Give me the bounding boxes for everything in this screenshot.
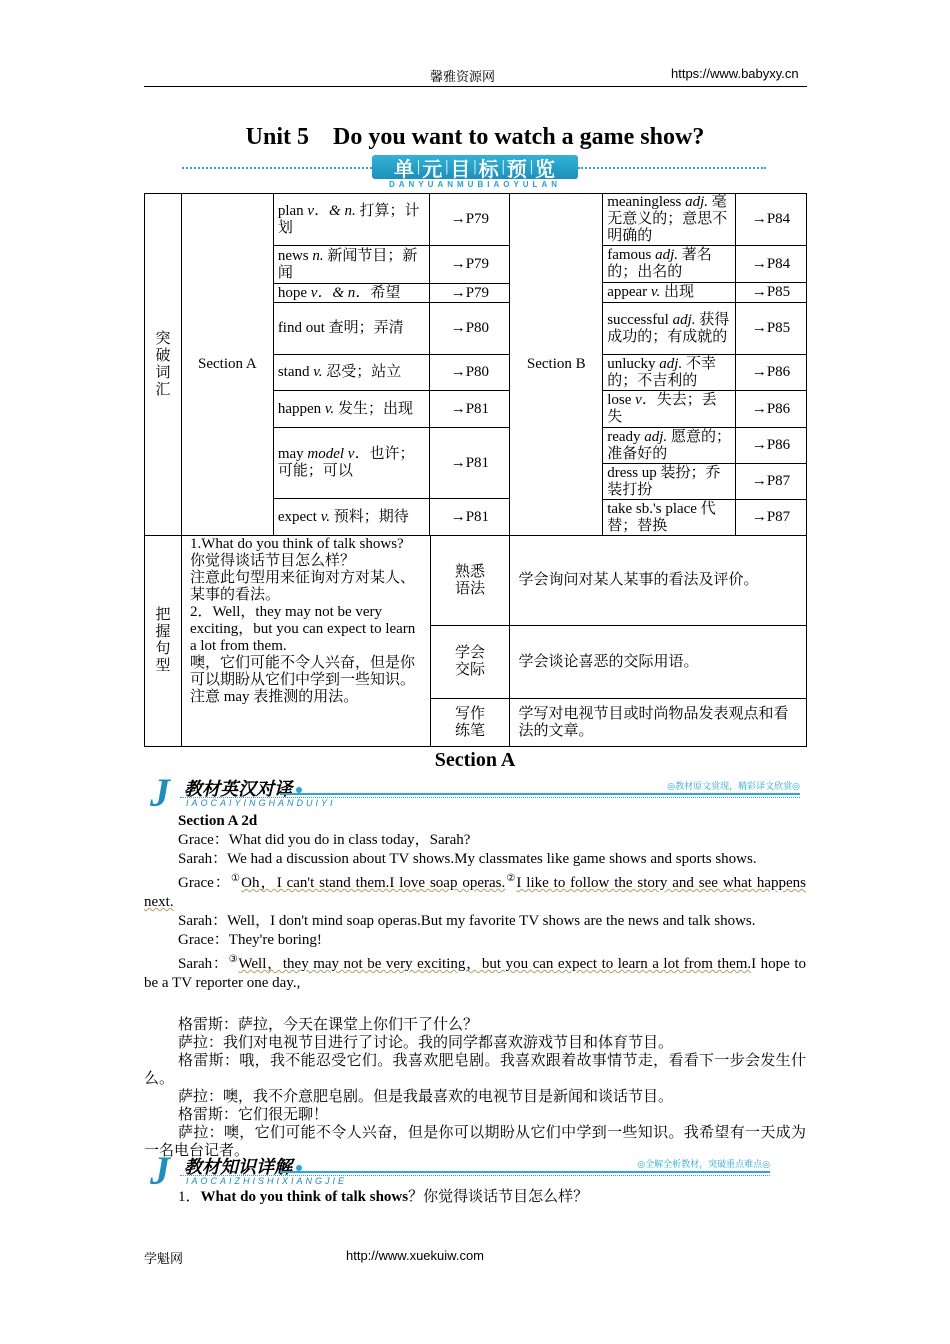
page-ref[interactable]: →P86 xyxy=(736,391,807,428)
translation-line: 萨拉：我们对电视节目进行了讨论。我的同学都喜欢游戏节目和体育节目。 xyxy=(178,1035,674,1051)
sentence-patterns-table xyxy=(144,535,807,747)
vocab-word: happen v. 发生；出现 xyxy=(273,391,430,428)
sentence-line: 2．Well，they may not be very exciting，but you can expect to learn a lot from them. xyxy=(189,604,416,654)
banner-char: 元 xyxy=(422,156,444,181)
page-ref[interactable]: →P86 xyxy=(736,428,807,464)
bar-pinyin: IAOCAIYINGHANDUIYI xyxy=(186,798,336,808)
goal-text: 学会谈论喜恶的交际用语。 xyxy=(510,626,807,699)
translation-line: 萨拉：噢，它们可能不令人兴奋，但是你可以期盼从它们中学到一些知识。我希望有一天成为一名电台记者。 xyxy=(144,1125,806,1159)
textbook-knowledge-bar xyxy=(150,1148,800,1193)
dialogue-heading: Section A 2d xyxy=(178,813,258,829)
sentence-line: 噢，它们可能不令人兴奋，但是你可以期盼从它们中学到一些知识。 xyxy=(189,655,415,688)
vocab-word: successful adj. 获得成功的；有成就的 xyxy=(603,303,736,355)
sentence-line: 注意此句型用来征询对方对某人、某事的看法。 xyxy=(189,570,415,603)
vocab-word: unlucky adj. 不幸的；不吉利的 xyxy=(603,355,736,391)
translation-line: 格雷斯：哦，我不能忍受它们。我喜欢肥皂剧。我喜欢跟着故事情节走，看看下一步会发生什么。 xyxy=(144,1053,806,1087)
page-ref[interactable]: →P84 xyxy=(736,194,807,246)
header-site-name: 馨雅资源网 xyxy=(430,69,496,84)
section-b-label: Section B xyxy=(510,194,603,536)
dialogue-line: Grace：What did you do in class today，Sarah? xyxy=(178,832,471,848)
page-ref[interactable]: →P84 xyxy=(736,246,807,283)
page-ref[interactable]: →P81 xyxy=(430,499,510,536)
banner-char: 标 xyxy=(478,156,500,181)
sentence-line: 注意 may 表推测的用法。 xyxy=(189,689,359,705)
footer-site-name: 学魁网 xyxy=(144,1251,184,1266)
footer-url[interactable]: http://www.xuekuiw.com xyxy=(346,1248,484,1263)
vocab-word: may model v．也许；可能；可以 xyxy=(273,428,430,499)
section-title: Section A xyxy=(434,749,516,771)
page-ref[interactable]: →P87 xyxy=(736,500,807,536)
header-url[interactable]: https://www.babyxy.cn xyxy=(671,66,799,81)
banner-line-left xyxy=(182,167,372,169)
sentence-line: 你觉得谈话节目怎么样？ xyxy=(189,553,355,569)
dialogue-line: Sarah：We had a discussion about TV shows.My classmates like game shows and sports shows. xyxy=(178,851,757,867)
dialogue-line: Grace：They're boring! xyxy=(178,932,322,948)
page-ref[interactable]: →P79 xyxy=(430,284,510,303)
vocab-word: lose v．失去；丢失 xyxy=(603,391,736,428)
page-ref[interactable]: →P79 xyxy=(430,194,510,246)
page-ref[interactable]: →P80 xyxy=(430,303,510,355)
page-ref[interactable]: →P80 xyxy=(430,355,510,391)
sentence-patterns xyxy=(181,536,430,747)
vocab-word: dress up 装扮；乔装打扮 xyxy=(603,464,736,500)
j-logo-icon: J xyxy=(150,770,170,815)
dialogue-line: Sarah：Well，I don't mind soap operas.But my favorite TV shows are the news and talk shows. xyxy=(178,913,756,929)
goal-label: 学会 交际 xyxy=(430,626,510,699)
translation-line: 格雷斯：萨拉，今天在课堂上你们干了什么？ xyxy=(178,1017,479,1033)
goal-text: 学写对电视节目或时尚物品发表观点和看法的文章。 xyxy=(510,699,807,747)
vocab-word: take sb.'s place 代替；替换 xyxy=(603,500,736,536)
dialogue-line: Grace：①Oh，I can't stand them.I love soap operas.②I like to follow the story and see what happens next. xyxy=(144,873,806,910)
bar-title: 教材知识详解 xyxy=(184,1157,292,1178)
translation-line: 格雷斯：它们很无聊！ xyxy=(178,1107,329,1123)
unit-goals-banner: 单 | 元 | 目 | 标 | 预 | 览 DANYUANMUBIAOYULAN xyxy=(372,155,578,185)
dialogue-english xyxy=(144,812,806,993)
page-ref[interactable]: →P79 xyxy=(430,246,510,284)
vocab-word: meaningless adj. 毫无意义的；意思不明确的 xyxy=(603,194,736,246)
j-logo-icon: J xyxy=(150,1148,170,1193)
unit-title: Unit 5 Do you want to watch a game show? xyxy=(245,124,705,150)
knowledge-point-1: 1．What do you think of talk shows？你觉得谈话节目怎么样？ xyxy=(178,1189,589,1205)
banner-char: 预 xyxy=(506,156,528,181)
sentence-line: 1.What do you think of talk shows? xyxy=(189,536,404,552)
banner-char: 单 xyxy=(393,156,415,181)
page-ref[interactable]: →P86 xyxy=(736,355,807,391)
vocabulary-table xyxy=(144,193,807,536)
translation-line: 萨拉：噢，我不介意肥皂剧。但是我最喜欢的电视节目是新闻和谈话节目。 xyxy=(178,1089,674,1105)
vocab-word: expect v. 预料；期待 xyxy=(273,499,430,536)
vocab-word: news n. 新闻节目；新闻 xyxy=(273,246,430,284)
goal-text: 学会询问对某人某事的看法及评价。 xyxy=(510,536,807,626)
page-ref[interactable]: →P85 xyxy=(736,283,807,303)
vocab-word: plan v．& n. 打算；计划 xyxy=(273,194,430,246)
goal-label: 写作 练笔 xyxy=(430,699,510,747)
vocab-word: ready adj. 愿意的；准备好的 xyxy=(603,428,736,464)
banner-line-right xyxy=(578,167,766,169)
page-ref[interactable]: →P81 xyxy=(430,428,510,499)
banner-pinyin: DANYUANMUBIAOYULAN xyxy=(389,180,561,189)
banner-char: 目 xyxy=(450,156,472,181)
vocab-word: find out 查明；弄清 xyxy=(273,303,430,355)
goal-label: 熟悉 语法 xyxy=(430,536,510,626)
sentence-category: 把 握 句 型 xyxy=(145,536,182,747)
vocab-word: appear v. 出现 xyxy=(603,283,736,303)
header-rule xyxy=(144,86,807,87)
bar-pinyin: IAOCAIZHISHIXIANGJIE xyxy=(186,1176,348,1186)
page-ref[interactable]: →P81 xyxy=(430,391,510,428)
page-ref[interactable]: →P85 xyxy=(736,303,807,355)
section-a-label: Section A xyxy=(181,194,273,536)
banner-char: 览 xyxy=(535,156,556,181)
vocab-word: stand v. 忍受；站立 xyxy=(273,355,430,391)
page-ref[interactable]: →P87 xyxy=(736,464,807,500)
textbook-translation-bar xyxy=(150,770,800,815)
dialogue-line: Sarah：③Well，they may not be very exciting，but you can expect to learn a lot from them.I hope to be a TV reporter one day., xyxy=(144,954,807,991)
vocab-category: 突 破 词 汇 xyxy=(145,194,182,536)
dialogue-chinese xyxy=(144,1016,806,1160)
vocab-word: famous adj. 著名的；出名的 xyxy=(603,246,736,283)
bar-title: 教材英汉对译 xyxy=(184,779,292,800)
vocab-word: hope v．& n．希望 xyxy=(273,284,430,303)
bar-slogan: ◎教材原文赏现，精彩译文欣赏◎ xyxy=(667,782,800,792)
bar-slogan: ◎全解全析教材，突破重点难点◎ xyxy=(637,1160,770,1170)
